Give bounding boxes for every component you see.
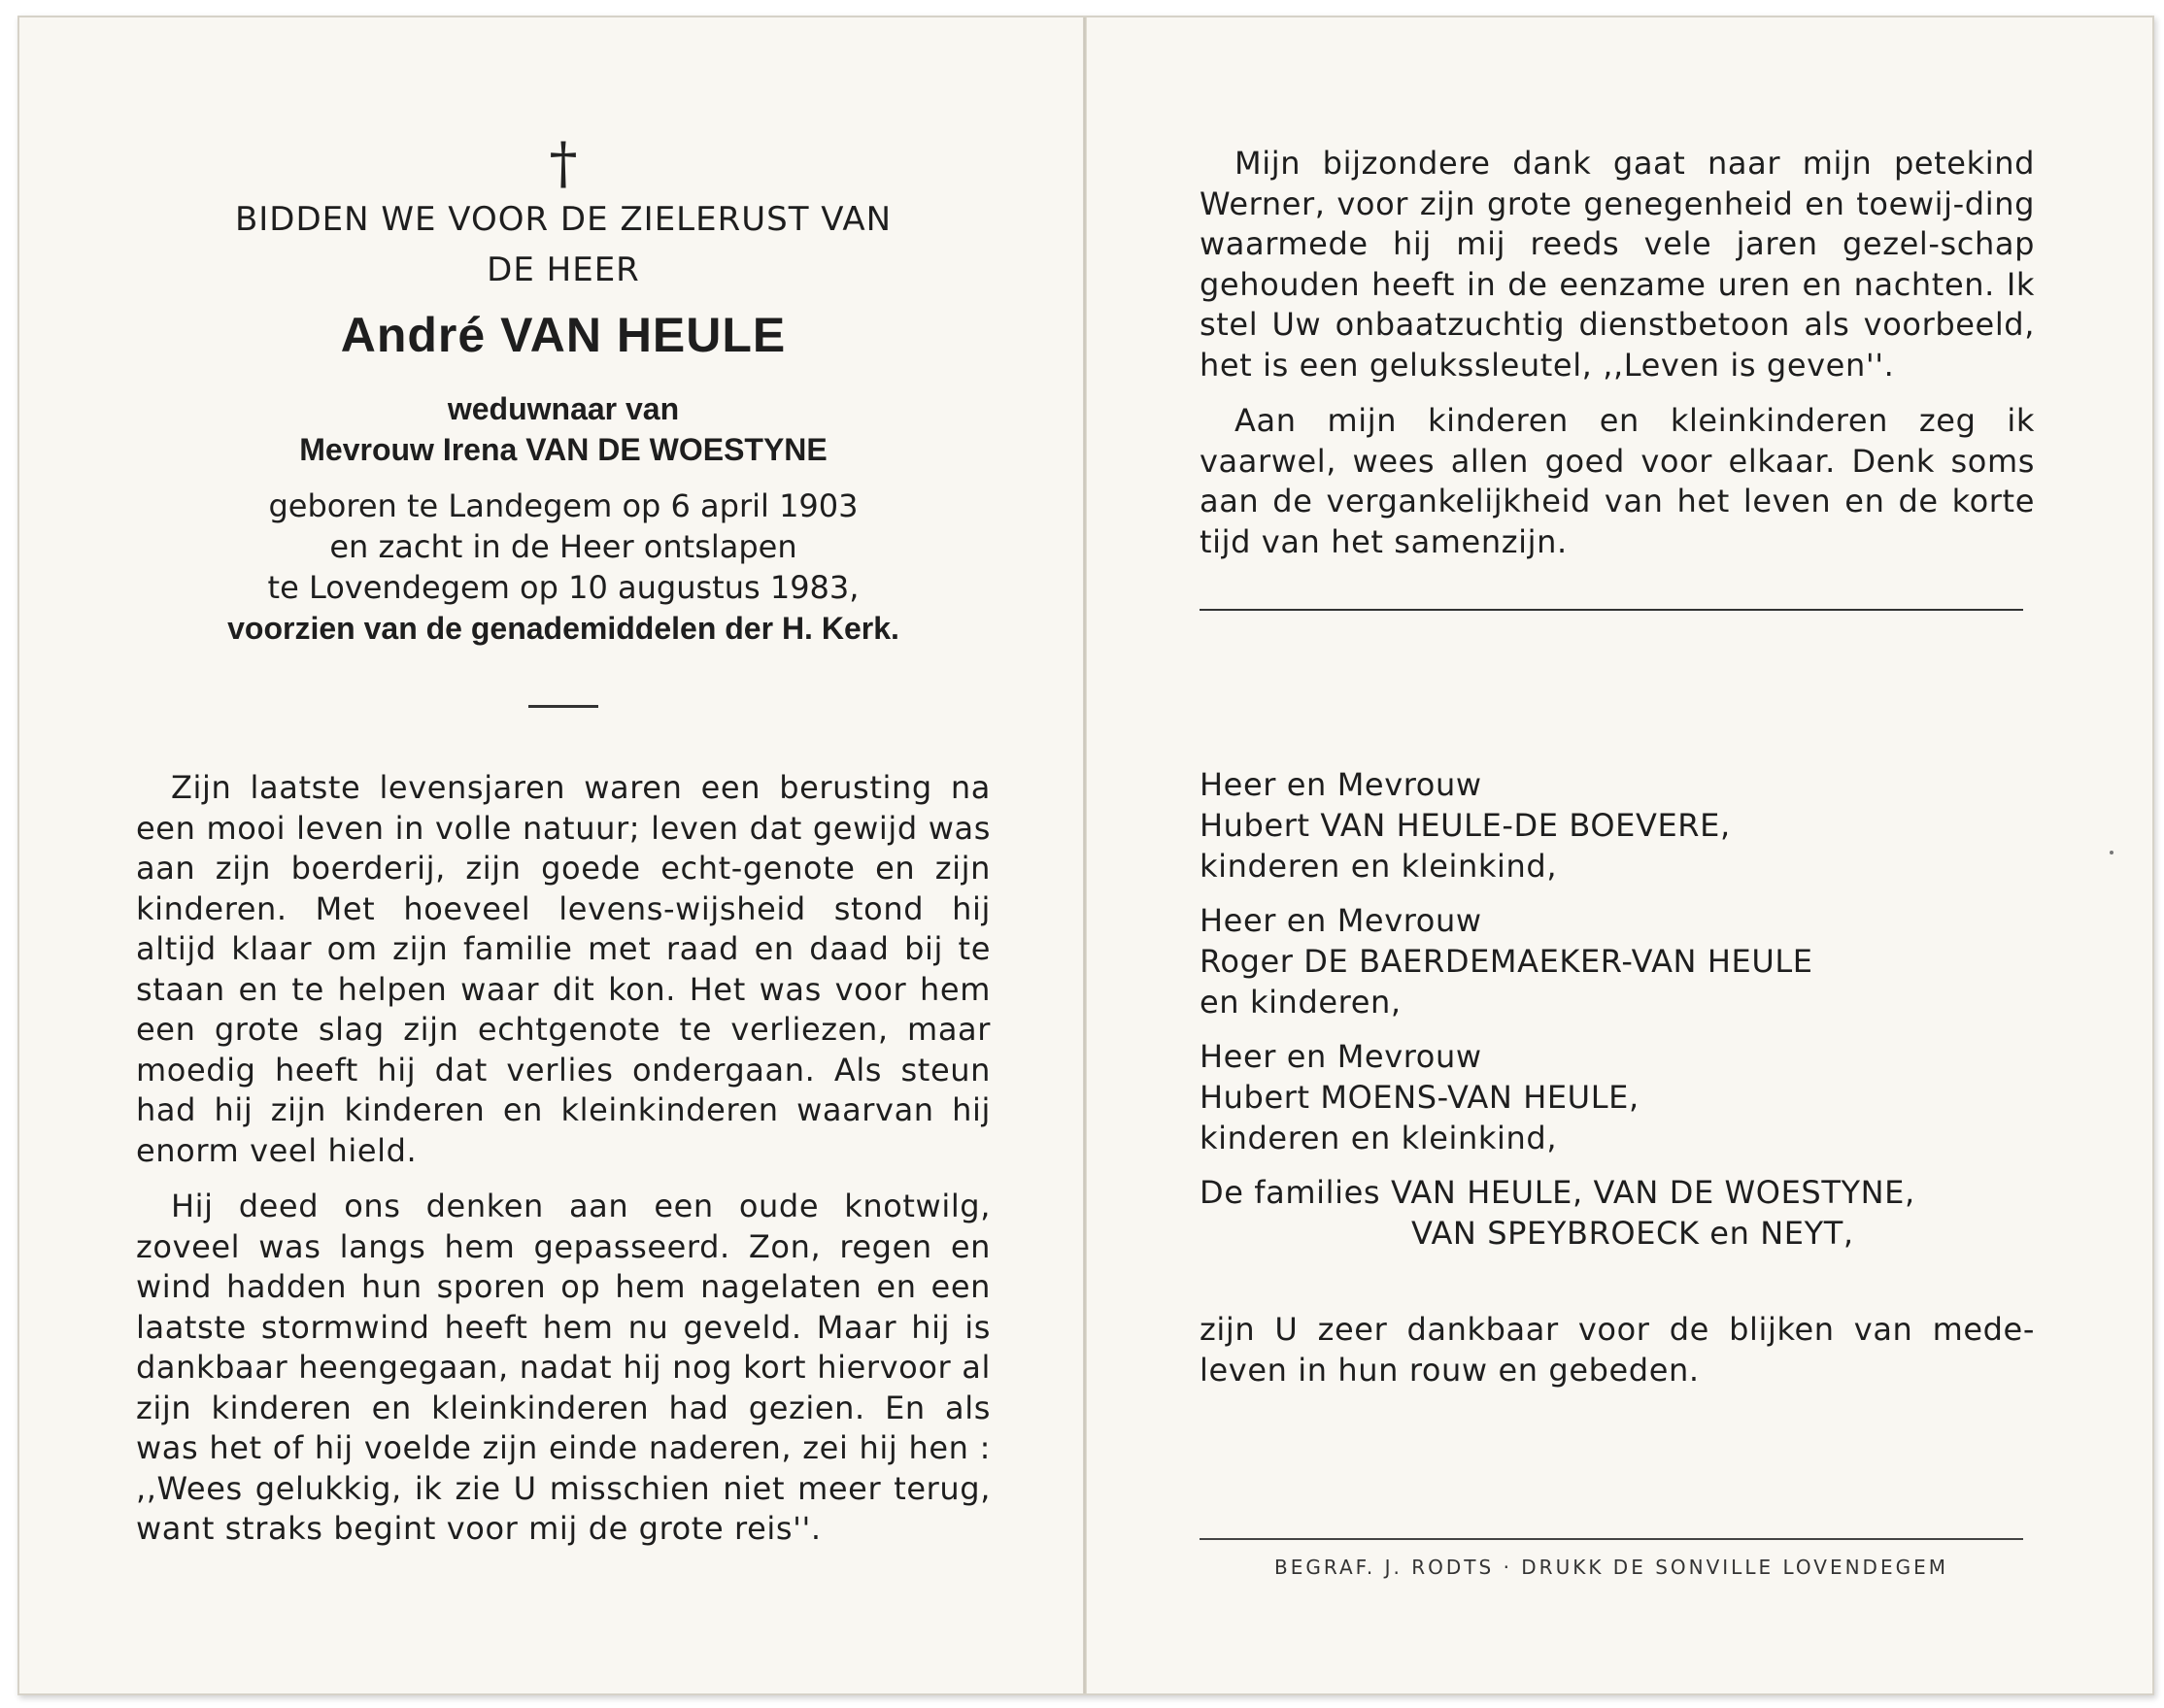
paper-speck — [2110, 851, 2113, 854]
memorial-card — [17, 16, 2154, 1695]
family-title: Heer en Mevrouw — [1200, 902, 1482, 939]
printer-credit: BEGRAF. J. RODTS · DRUKK DE SONVILLE LOVENDEGEM — [1274, 1556, 1948, 1579]
footer-rule — [1200, 1538, 2023, 1540]
right-paragraph-1: Mijn bijzondere dank gaat naar mijn petekind Werner, voor zijn grote genegenheid en toewij-ding waarmede hij mij reeds vele jaren gezel-schap gehouden heeft in de eenzame uren en nachten. Ik stel Uw onbaatzuchtig dienstbetoon als voorbeeld, het is een gelukssleutel, ,,Leven is geven''. — [1200, 145, 2035, 384]
family-name: Hubert VAN HEULE-DE BOEVERE, — [1200, 807, 1731, 844]
card-fold — [1083, 17, 1087, 1693]
closing-text: zijn U zeer dankbaar voor de blijken van mede-leven in hun rouw en gebeden. — [1200, 1311, 2035, 1389]
sacraments-line: voorzien van de genademiddelen der H. Kerk. — [227, 611, 899, 646]
divider — [528, 705, 598, 708]
death-place-line: te Lovendegem op 10 augustus 1983, — [267, 569, 860, 606]
death-line: en zacht in de Heer ontslapen — [329, 528, 797, 565]
family-title: Heer en Mevrouw — [1200, 1038, 1482, 1075]
section-rule — [1200, 609, 2023, 611]
family-name: Hubert MOENS-VAN HEULE, — [1200, 1079, 1640, 1116]
left-paragraph-1: Zijn laatste levensjaren waren een berusting na een mooi leven in volle natuur; leven dat gewijd was aan zijn boerderij, zijn goede echt-genote en zijn kinderen. Met hoeveel levens-wijsheid stond hij altijd klaar om zijn familie met raad en daad bij te staan en te helpen waar dit kon. Het was voor hem een grote slag zijn echtgenote te verliezen, maar moedig heeft hij dat verlies ondergaan. Als steun had hij zijn kinderen en kleinkinderen waarvan hij enorm veel hield. — [136, 769, 991, 1169]
intro-line: BIDDEN WE VOOR DE ZIELERUST VAN — [234, 200, 893, 239]
family-members: kinderen en kleinkind, — [1200, 1120, 1558, 1156]
widow-label: weduwnaar van — [447, 391, 680, 426]
other-families-line-2: VAN SPEYBROECK en NEYT, — [1411, 1215, 1854, 1252]
intro-line-heer: DE HEER — [487, 251, 640, 289]
birth-line: geboren te Landegem op 6 april 1903 — [268, 487, 859, 524]
family-entry — [1200, 764, 2035, 887]
cross-icon: † — [549, 130, 578, 196]
right-panel — [1200, 144, 2035, 1579]
spouse-name: Mevrouw Irena VAN DE WOESTYNE — [299, 432, 828, 467]
deceased-name: André VAN HEULE — [340, 308, 787, 362]
family-name: Roger DE BAERDEMAEKER-VAN HEULE — [1200, 943, 1813, 980]
family-members: en kinderen, — [1200, 984, 1402, 1021]
right-paragraph-2: Aan mijn kinderen en kleinkinderen zeg ik vaarwel, wees allen goed voor elkaar. Denk soms aan de vergankelijkheid van het leven en de korte tijd van het samenzijn. — [1200, 402, 2035, 560]
families-list — [1200, 764, 2035, 1390]
other-families — [1200, 1172, 2035, 1254]
family-entry — [1200, 1036, 2035, 1158]
family-entry — [1200, 900, 2035, 1022]
family-title: Heer en Mevrouw — [1200, 766, 1482, 803]
other-families-line-1: De families VAN HEULE, VAN DE WOESTYNE, — [1200, 1174, 1915, 1211]
left-paragraph-2: Hij deed ons denken aan een oude knotwilg, zoveel was langs hem gepasseerd. Zon, regen en wind hadden hun sporen op hem nagelaten en een laatste stormwind heeft hem nu geveld. Maar hij is dankbaar heengegaan, nadat hij nog kort hiervoor al zijn kinderen en kleinkinderen had gezien. En als was het of hij voelde zijn einde naderen, zei hij hen : ,,Wees gelukkig, ik zie U misschien niet meer terug, want straks begint voor mij de grote reis''. — [136, 1188, 991, 1547]
dates-block — [136, 486, 991, 649]
left-body — [136, 768, 991, 1550]
left-panel — [136, 130, 991, 1550]
family-members: kinderen en kleinkind, — [1200, 848, 1558, 885]
